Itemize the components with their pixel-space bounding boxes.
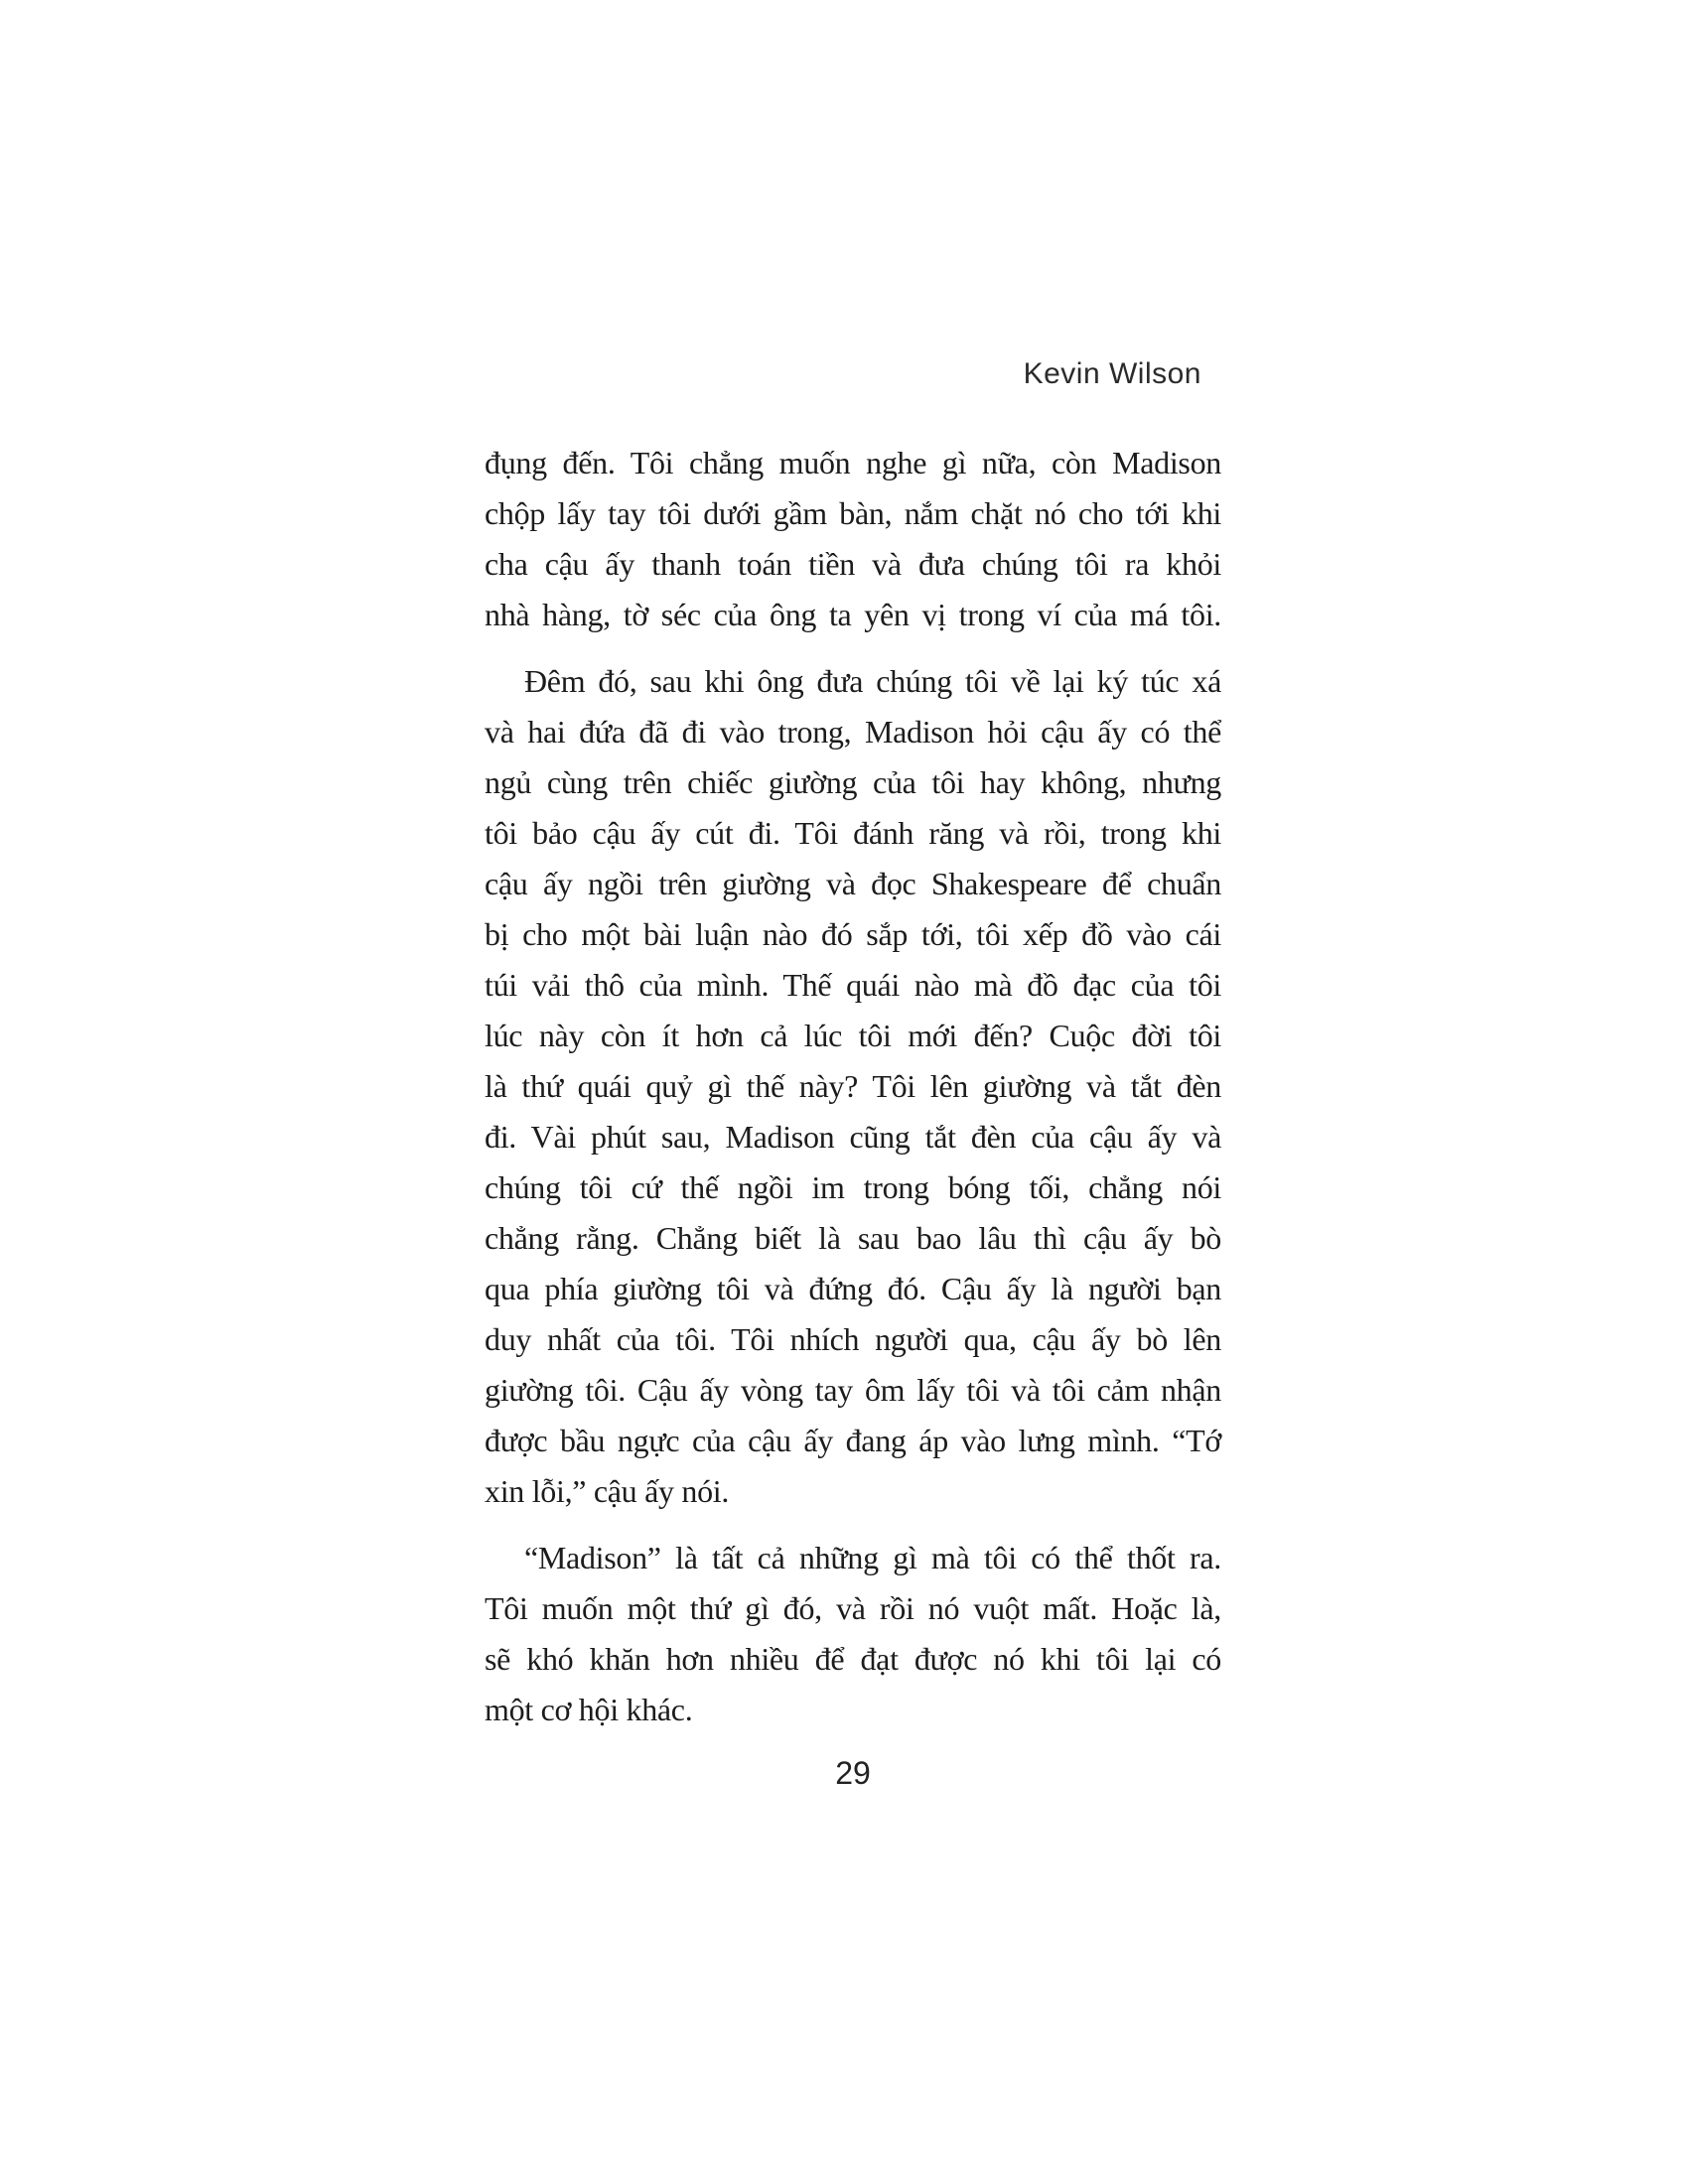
text-line: cha cậu ấy thanh toán tiền và đưa chúng tôi ra khỏi [485,546,1221,582]
page-number: 29 [835,1755,871,1791]
text-line: sẽ khó khăn hơn nhiều để đạt được nó khi tôi lại có [485,1641,1221,1677]
paragraph [485,438,1221,640]
text-line: chẳng rằng. Chẳng biết là sau bao lâu thì cậu ấy bò [485,1220,1221,1256]
body-text [485,438,1221,1735]
text-line: tôi bảo cậu ấy cút đi. Tôi đánh răng và rồi, trong khi [485,815,1221,851]
text-line: Đêm đó, sau khi ông đưa chúng tôi về lại ký túc xá [524,663,1221,699]
text-line: đụng đến. Tôi chẳng muốn nghe gì nữa, còn Madison [485,445,1221,480]
text-line: một cơ hội khác. [485,1692,693,1727]
paragraph [485,1533,1221,1735]
text-line: ngủ cùng trên chiếc giường của tôi hay không, nhưng [485,764,1221,800]
text-line: được bầu ngực của cậu ấy đang áp vào lưng mình. “Tớ [485,1423,1221,1458]
text-line: qua phía giường tôi và đứng đó. Cậu ấy là người bạn [485,1271,1221,1306]
text-line: túi vải thô của mình. Thế quái nào mà đồ đạc của tôi [485,967,1221,1003]
text-line: xin lỗi,” cậu ấy nói. [485,1473,730,1509]
text-line: cậu ấy ngồi trên giường và đọc Shakespeare để chuẩn [485,866,1221,901]
text-line: lúc này còn ít hơn cả lúc tôi mới đến? Cuộc đời tôi [485,1018,1221,1053]
text-line: và hai đứa đã đi vào trong, Madison hỏi cậu ấy có thể [485,714,1221,750]
text-line: nhà hàng, tờ séc của ông ta yên vị trong ví của má tôi. [485,597,1221,632]
text-line: giường tôi. Cậu ấy vòng tay ôm lấy tôi và tôi cảm nhận [485,1372,1221,1408]
text-line: duy nhất của tôi. Tôi nhích người qua, cậu ấy bò lên [485,1321,1221,1357]
text-line: “Madison” là tất cả những gì mà tôi có thể thốt ra. [524,1540,1221,1575]
text-line: Tôi muốn một thứ gì đó, và rồi nó vuột mất. Hoặc là, [485,1590,1221,1626]
text-line: bị cho một bài luận nào đó sắp tới, tôi xếp đồ vào cái [485,916,1221,952]
text-line: chộp lấy tay tôi dưới gầm bàn, nắm chặt nó cho tới khi [485,495,1221,531]
text-line: chúng tôi cứ thế ngồi im trong bóng tối, chẳng nói [485,1169,1221,1205]
text-line: đi. Vài phút sau, Madison cũng tắt đèn của cậu ấy và [485,1119,1221,1155]
paragraph [485,656,1221,1517]
text-line: là thứ quái quỷ gì thế này? Tôi lên giường và tắt đèn [485,1068,1221,1104]
running-header-author: Kevin Wilson [1023,357,1201,390]
